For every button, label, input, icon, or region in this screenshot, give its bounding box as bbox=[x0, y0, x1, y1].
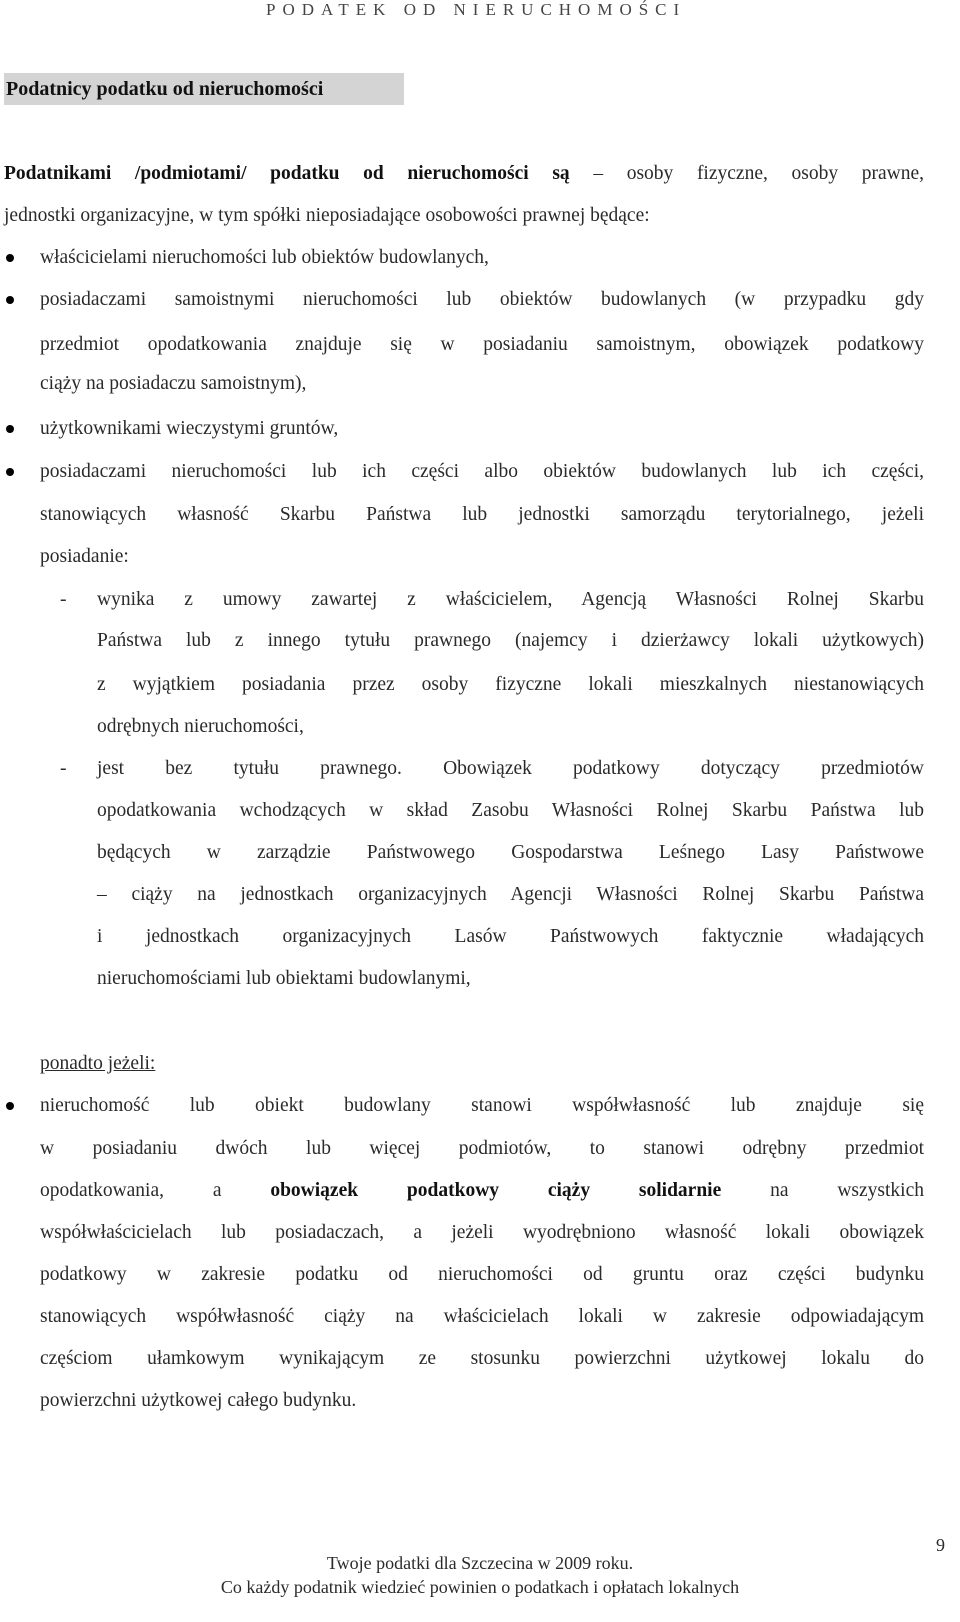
dash-2-line-5: i jednostkach organizacyjnych Lasów Państwowych faktycznie władających bbox=[97, 926, 924, 947]
dash-2-line-2: opodatkowania wchodzących w skład Zasobu Własności Rolnej Skarbu Państwa lub bbox=[97, 800, 924, 821]
page-number: 9 bbox=[936, 1535, 945, 1555]
dash-1-line-2: Państwa lub z innego tytułu prawnego (najemcy i dzierżawcy lokali użytkowych) bbox=[97, 630, 924, 651]
ponadto-line-5: podatkowy w zakresie podatku od nieruchomości od gruntu oraz części budynku bbox=[40, 1264, 924, 1285]
intro-line-2: jednostki organizacyjne, w tym spółki nieposiadające osobowości prawnej będące: bbox=[4, 205, 650, 226]
bullet-dot bbox=[6, 425, 14, 433]
ponadto-bold: obowiązek podatkowy ciąży solidarnie bbox=[270, 1180, 722, 1201]
bullet-dot bbox=[6, 254, 14, 262]
bullet-dot bbox=[6, 296, 14, 304]
ponadto-heading: ponadto jeżeli: bbox=[40, 1053, 156, 1074]
intro-bold: Podatnikami /podmiotami/ podatku od nieruchomości są bbox=[4, 163, 570, 184]
ponadto-line-1: nieruchomość lub obiekt budowlany stanowi współwłasność lub znajduje się bbox=[40, 1095, 924, 1116]
ponadto-line-4: współwłaścicielach lub posiadaczach, a jeżeli wyodrębniono własność lokali obowiązek bbox=[40, 1222, 924, 1243]
ponadto-line-3 bbox=[40, 1179, 924, 1203]
bullet-1: właścicielami nieruchomości lub obiektów budowlanych, bbox=[40, 247, 489, 268]
ponadto-line-3-post: na wszystkich bbox=[721, 1180, 924, 1201]
dash-2-line-4: – ciąży na jednostkach organizacyjnych Agencji Własności Rolnej Skarbu Państwa bbox=[97, 884, 924, 905]
ponadto-line-3-pre: opodatkowania, a bbox=[40, 1180, 271, 1201]
bullet-4-line-1: posiadaczami nieruchomości lub ich części albo obiektów budowlanych lub ich części, bbox=[40, 461, 924, 482]
dash-2-line-1: jest bez tytułu prawnego. Obowiązek podatkowy dotyczący przedmiotów bbox=[97, 758, 924, 779]
bullet-dot bbox=[6, 468, 14, 476]
bullet-2-line-3: ciąży na posiadaczu samoistnym), bbox=[40, 373, 307, 394]
ponadto-line-8: powierzchni użytkowej całego budynku. bbox=[40, 1390, 357, 1411]
section-title-text: Podatnicy podatku od nieruchomości bbox=[6, 78, 324, 100]
dash-1-line-3: z wyjątkiem posiadania przez osoby fizyczne lokali mieszkalnych niestanowiących bbox=[97, 674, 924, 695]
footer-line-1: Twoje podatki dla Szczecina w 2009 roku. bbox=[326, 1553, 634, 1573]
ponadto-line-6: stanowiących współwłasność ciąży na właścicielach lokali w zakresie odpowiadającym bbox=[40, 1306, 924, 1327]
intro-line-1 bbox=[4, 162, 924, 186]
dash-1-line-1: wynika z umowy zawartej z właścicielem, Agencją Własności Rolnej Skarbu bbox=[97, 589, 924, 610]
dash-2-line-6: nieruchomościami lub obiektami budowlanymi, bbox=[97, 968, 471, 989]
dash-2-line-3: będących w zarządzie Państwowego Gospodarstwa Leśnego Lasy Państwowe bbox=[97, 842, 924, 863]
footer-line-2: Co każdy podatnik wiedzieć powinien o podatkach i opłatach lokalnych bbox=[220, 1577, 740, 1597]
ponadto-line-2: w posiadaniu dwóch lub więcej podmiotów, to stanowi odrębny przedmiot bbox=[40, 1138, 924, 1159]
bullet-2-line-1: posiadaczami samoistnymi nieruchomości lub obiektów budowlanych (w przypadku gdy bbox=[40, 289, 924, 310]
ponadto-line-7: częściom ułamkowym wynikającym ze stosunku powierzchni użytkowej lokalu do bbox=[40, 1348, 924, 1369]
bullet-4-line-3: posiadanie: bbox=[40, 546, 129, 567]
section-title bbox=[4, 73, 404, 105]
bullet-4-line-2: stanowiących własność Skarbu Państwa lub jednostki samorządu terytorialnego, jeżeli bbox=[40, 504, 924, 525]
dash-marker: - bbox=[60, 589, 67, 610]
running-header: PODATEK OD NIERUCHOMOŚCI bbox=[266, 0, 687, 19]
bullet-3: użytkownikami wieczystymi gruntów, bbox=[40, 418, 339, 439]
bullet-dot bbox=[6, 1102, 14, 1110]
intro-rest: – osoby fizyczne, osoby prawne, bbox=[569, 163, 924, 184]
bullet-2-line-2: przedmiot opodatkowania znajduje się w posiadaniu samoistnym, obowiązek podatkowy bbox=[40, 334, 924, 355]
dash-1-line-4: odrębnych nieruchomości, bbox=[97, 716, 304, 737]
dash-marker: - bbox=[60, 758, 67, 779]
